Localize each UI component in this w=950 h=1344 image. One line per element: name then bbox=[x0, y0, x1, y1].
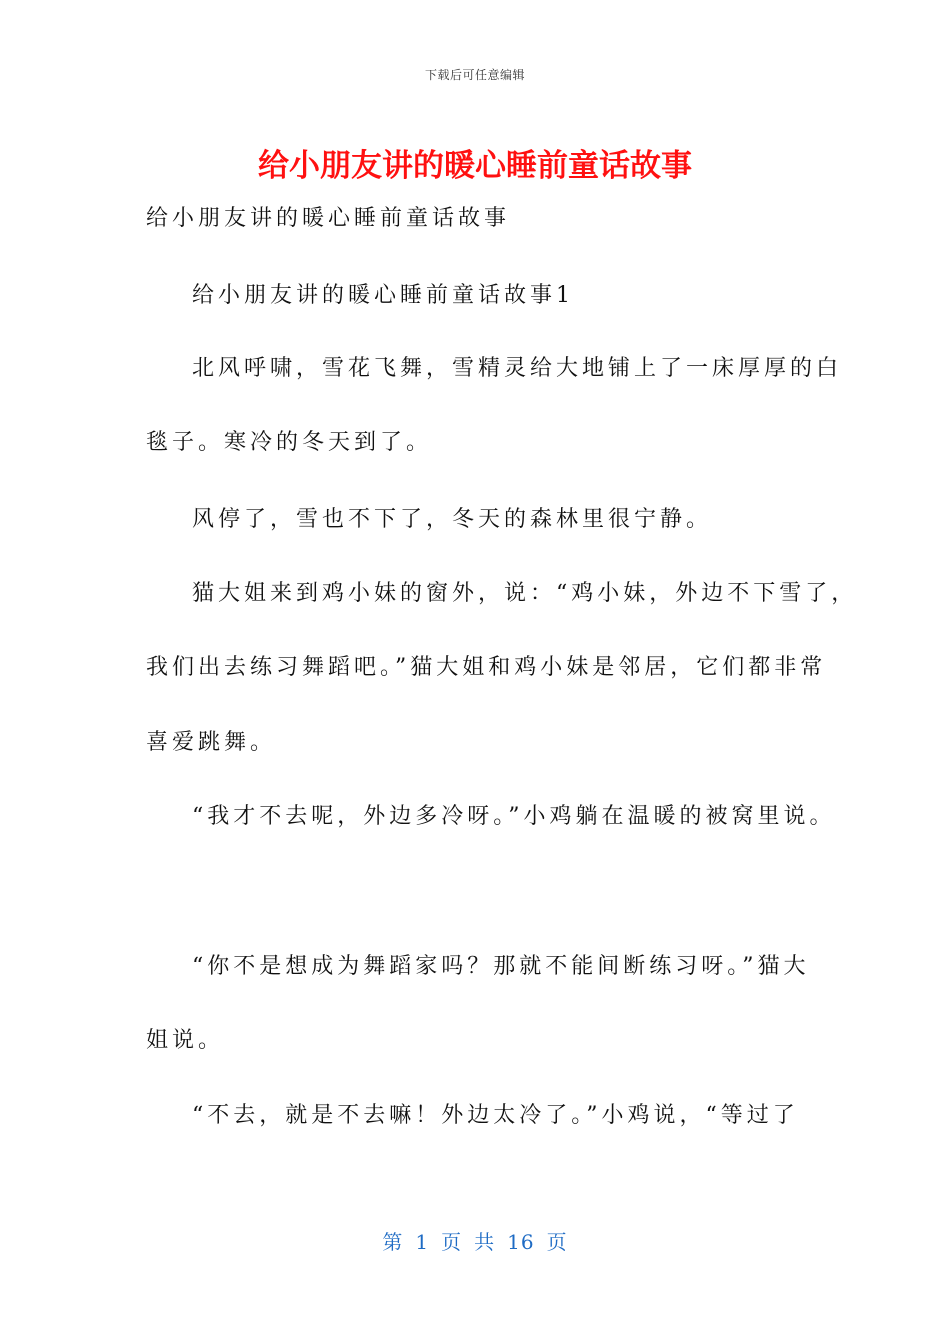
paragraph-line: 风停了，雪也不下了，冬天的森林里很宁静。 bbox=[192, 507, 713, 532]
paragraph-line: 喜爱跳舞。 bbox=[146, 730, 277, 755]
paragraph-line: “我才不去呢，外边多冷呀。”小鸡躺在温暖的被窝里说。 bbox=[192, 804, 836, 829]
paragraph-line: “你不是想成为舞蹈家吗？那就不能间断练习呀。”猫大 bbox=[192, 954, 810, 979]
paragraph-line: 姐说。 bbox=[146, 1028, 225, 1053]
page-total: 16 bbox=[507, 1230, 535, 1254]
page-label: 页 bbox=[546, 1230, 568, 1254]
paragraph-line: 毯子。寒冷的冬天到了。 bbox=[146, 430, 433, 455]
section-heading: 给小朋友讲的暖心睡前童话故事1 bbox=[192, 283, 574, 308]
page-label: 页 bbox=[441, 1230, 463, 1254]
page-label: 第 bbox=[382, 1230, 404, 1254]
header-note: 下载后可任意编辑 bbox=[424, 68, 525, 82]
page-number-footer bbox=[0, 1226, 950, 1255]
paragraph-line: 猫大姐来到鸡小妹的窗外，说：“鸡小妹，外边不下雪了， bbox=[192, 581, 858, 606]
document-title: 给小朋友讲的暖心睡前童话故事 bbox=[258, 148, 692, 184]
paragraph-line: 北风呼啸，雪花飞舞，雪精灵给大地铺上了一床厚厚的白 bbox=[192, 356, 843, 381]
paragraph-line: 我们出去练习舞蹈吧。”猫大姐和鸡小妹是邻居，它们都非常 bbox=[146, 655, 827, 680]
page-current: 1 bbox=[415, 1230, 430, 1254]
page-label: 共 bbox=[474, 1230, 496, 1254]
document-subtitle: 给小朋友讲的暖心睡前童话故事 bbox=[146, 206, 511, 231]
paragraph-line: “不去，就是不去嘛！外边太冷了。”小鸡说，“等过了 bbox=[192, 1103, 799, 1128]
